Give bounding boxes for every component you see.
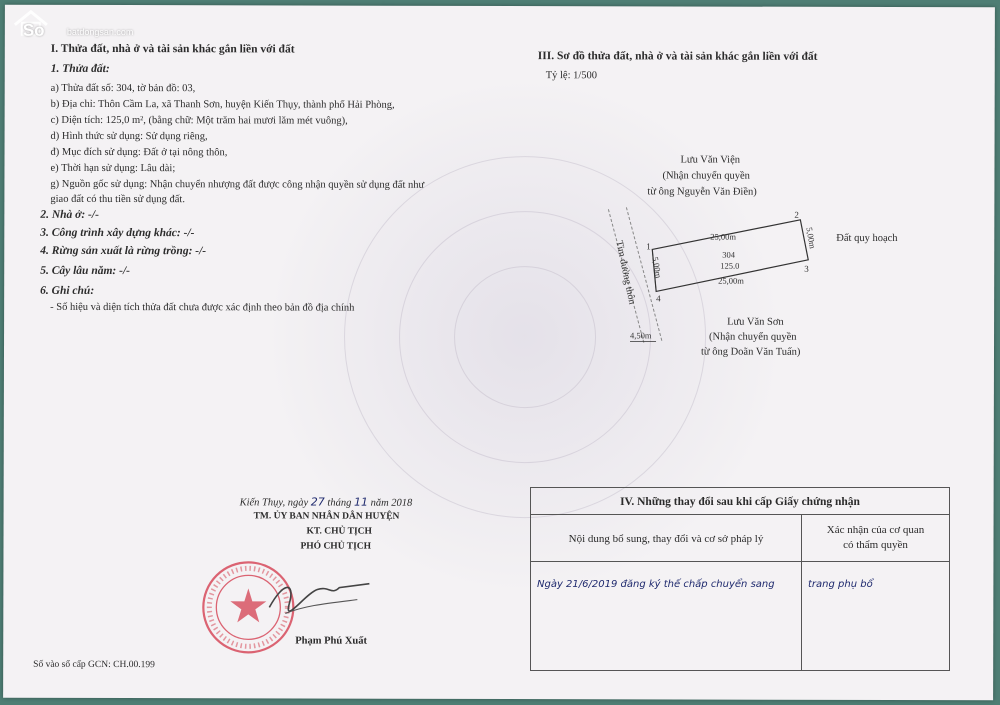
handwritten-signature [265, 573, 375, 623]
watermark-ring [454, 266, 596, 408]
north-owner-source: từ ông Nguyễn Văn Điền) [647, 186, 757, 198]
edge-left-length: 5,00m [650, 256, 664, 279]
book-number: Số vào sổ cấp GCN: CH.00.199 [33, 659, 155, 671]
note-text: - Số hiệu và diện tích thửa đất chưa được xác định theo bản đồ địa chính [50, 301, 355, 314]
house-item: 2. Nhà ở: -/- [40, 208, 99, 221]
works-item: 3. Công trình xây dựng khác: -/- [40, 226, 195, 240]
entry-confirm: trang phụ bổ [808, 579, 873, 590]
section4-title: IV. Những thay đổi sau khi cấp Giấy chứng nhận [620, 496, 860, 508]
parcel-sketch [594, 201, 834, 362]
section3-title: III. Sơ đồ thửa đất, nhà ở và tài sản khác gắn liền với đất [537, 50, 818, 63]
south-owner-source: từ ông Doãn Văn Tuấn) [700, 346, 801, 358]
entry-content: Ngày 21/6/2019 đăng ký thế chấp chuyển sang [537, 579, 775, 590]
issue-month: 11 [353, 495, 368, 509]
vertex-label: 3 [804, 263, 809, 274]
land-line: c) Diện tích: 125,0 m², (bằng chữ: Một trăm hai mươi lăm mét vuông), [50, 114, 348, 127]
col1-header-cell [531, 515, 802, 562]
year-label: năm 2018 [370, 497, 413, 509]
signer-role-2: PHÓ CHỦ TỊCH [300, 541, 372, 552]
land-line: d) Hình thức sử dụng: Sử dụng riêng, [50, 130, 208, 143]
edge-top-length: 25,00m [710, 231, 737, 242]
issuing-org: TM. ỦY BAN NHÂN DÂN HUYỆN [253, 511, 400, 522]
edge-right-length: 5,00m [804, 226, 818, 250]
notes-heading: 6. Ghi chú: [40, 284, 95, 297]
land-line: đ) Mục đích sử dụng: Đất ở tại nông thôn, [50, 146, 228, 159]
east-neighbor-label: Đất quy hoạch [836, 232, 898, 245]
month-label: tháng [327, 497, 352, 509]
vertex-label: 4 [656, 293, 661, 304]
signer-name: Phạm Phú Xuất [295, 635, 368, 647]
land-line: b) Địa chỉ: Thôn Cầm La, xã Thanh Sơn, huyện Kiến Thụy, thành phố Hải Phòng, [50, 98, 395, 111]
vertex-label: 1 [646, 241, 651, 252]
north-owner-name: Lưu Văn Viện [680, 154, 741, 166]
forest-item: 4. Rừng sản xuất là rừng trồng: -/- [40, 244, 207, 258]
col2-header-line: có thẩm quyền [843, 539, 908, 551]
edge-bottom-length: 25,00m [718, 275, 744, 286]
parcel-area: 125.0 [720, 260, 740, 271]
land-heading: 1. Thửa đất: [50, 62, 110, 75]
map-scale: Tỷ lệ: 1/500 [545, 70, 598, 82]
land-line: e) Thời hạn sử dụng: Lâu dài; [50, 162, 176, 175]
signer-role-1: KT. CHỦ TỊCH [306, 526, 372, 537]
entry-content-cell [531, 562, 802, 671]
entry-confirm-cell [802, 562, 950, 671]
north-owner-note: (Nhận chuyển quyền [662, 170, 750, 182]
changes-table-title-cell [531, 488, 950, 515]
place-date [240, 495, 413, 508]
south-owner-note: (Nhận chuyển quyền [709, 331, 797, 343]
land-line: g) Nguồn gốc sử dụng: Nhận chuyển nhượng đất được công nhận quyền sử dụng đất như [50, 178, 425, 191]
parcel-number: 304 [722, 249, 736, 260]
vertex-label: 2 [794, 209, 799, 220]
land-line: a) Thửa đất số: 304, tờ bản đồ: 03, [50, 82, 196, 95]
col2-header-cell [802, 515, 950, 562]
issue-day: 27 [310, 495, 325, 509]
site-watermark-logo [5, 5, 134, 47]
south-owner-name: Lưu Văn Sơn [727, 316, 784, 328]
section1-title: I. Thửa đất, nhà ở và tài sản khác gắn liền với đất [50, 42, 295, 56]
road-width: 4,50m [630, 330, 652, 341]
col1-header: Nội dung bổ sung, thay đổi và cơ sở pháp lý [568, 533, 764, 545]
changes-table [530, 487, 950, 671]
col2-header-line: Xác nhận của cơ quan [826, 524, 925, 536]
land-line: giao đất có thu tiền sử dụng đất. [50, 193, 186, 206]
perennial-item: 5. Cây lâu năm: -/- [40, 264, 130, 278]
watermark-domain: batdongsan.com [66, 26, 134, 38]
place-date-prefix: Kiến Thụy, ngày [239, 497, 309, 509]
road-label: Tim đường thôn [613, 239, 638, 306]
watermark-brand: So [22, 20, 45, 40]
